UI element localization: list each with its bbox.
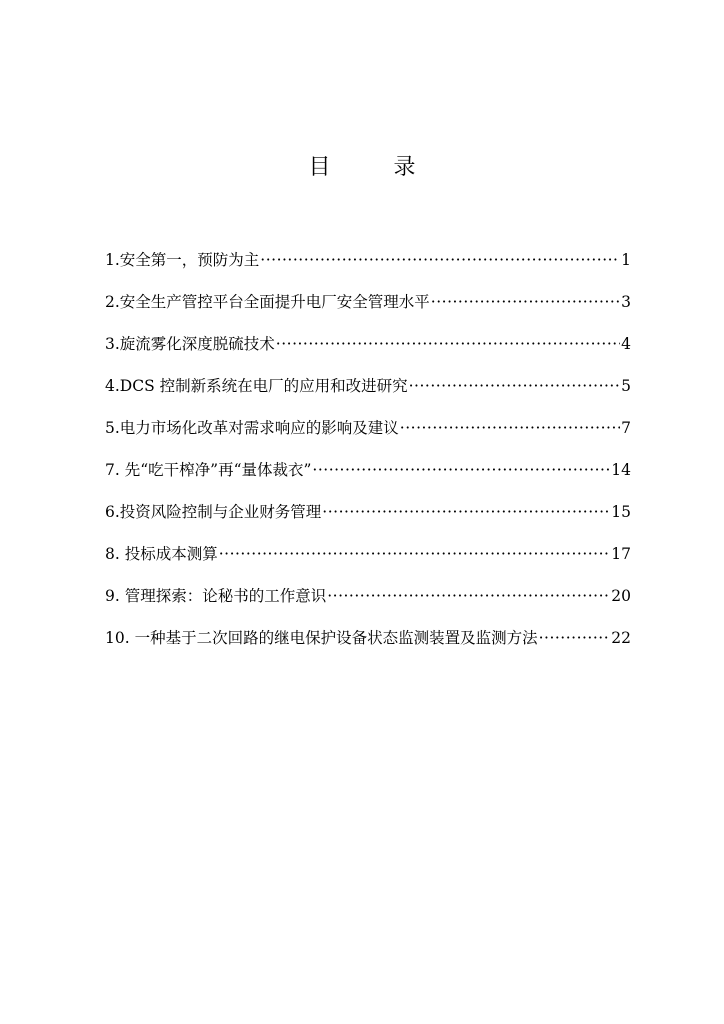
toc-entry[interactable]	[105, 500, 631, 542]
toc-entry-title: 2.安全生产管控平台全面提升电厂安全管理水平	[105, 293, 430, 311]
toc-entry-title: 10. 一种基于二次回路的继电保护设备状态监测装置及监测方法	[105, 629, 538, 647]
toc-entry[interactable]	[105, 584, 631, 626]
toc-entry-page: 20	[611, 587, 631, 605]
toc-entry[interactable]	[105, 626, 631, 668]
dot-leader	[431, 293, 620, 311]
toc-entry-page: 17	[611, 545, 631, 563]
toc-entry-title: 7. 先“吃干榨净”再“量体裁衣”	[105, 461, 312, 479]
table-of-contents	[105, 248, 631, 668]
dot-leader	[327, 587, 610, 605]
toc-entry[interactable]	[105, 374, 631, 416]
dot-leader	[260, 251, 620, 269]
toc-entry[interactable]	[105, 248, 631, 290]
toc-heading: 目 录	[308, 155, 444, 180]
dot-leader	[312, 461, 610, 479]
toc-entry-page: 14	[611, 461, 631, 479]
toc-entry-page: 4	[621, 335, 631, 353]
toc-entry-title: 9. 管理探索：论秘书的工作意识	[105, 587, 327, 605]
toc-entry-page: 5	[621, 377, 631, 395]
toc-entry-page: 3	[621, 293, 631, 311]
toc-entry[interactable]	[105, 416, 631, 458]
dot-leader	[409, 377, 621, 395]
toc-entry-page: 15	[611, 503, 631, 521]
toc-entry-title: 1.安全第一，预防为主	[105, 251, 260, 269]
toc-entry-page: 1	[621, 251, 631, 269]
dot-leader	[276, 335, 620, 353]
toc-entry[interactable]	[105, 332, 631, 374]
toc-entry-title: 3.旋流雾化深度脱硫技术	[105, 335, 275, 353]
dot-leader	[322, 503, 610, 521]
toc-entry[interactable]	[105, 458, 631, 500]
dot-leader	[400, 419, 620, 437]
dot-leader	[539, 629, 611, 647]
toc-entry[interactable]	[105, 542, 631, 584]
toc-entry-page: 22	[611, 629, 631, 647]
toc-entry-title: 5.电力市场化改革对需求响应的影响及建议	[105, 419, 399, 437]
toc-entry-page: 7	[621, 419, 631, 437]
toc-entry-title: 4.DCS 控制新系统在电厂的应用和改进研究	[105, 377, 408, 395]
toc-entry-title: 6.投资风险控制与企业财务管理	[105, 503, 322, 521]
toc-entry[interactable]	[105, 290, 631, 332]
dot-leader	[219, 545, 611, 563]
toc-entry-title: 8. 投标成本测算	[105, 545, 218, 563]
